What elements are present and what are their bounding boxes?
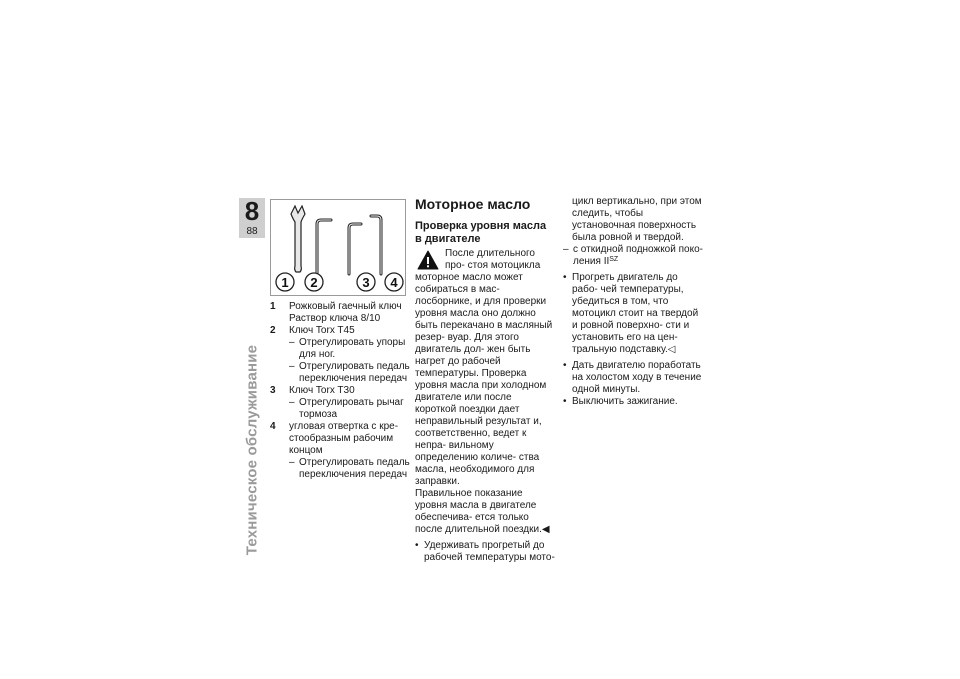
list-item-text: Прогреть двигатель до рабо- чей температуры, убедиться в том, что мотоцикл стоит на твердой и ровной поверхно- сти и установить его на цен- тральную подставку. <box>572 272 699 355</box>
figure-label-1 <box>276 273 294 291</box>
dash-marker: – <box>289 397 295 408</box>
list-subitem-text: с откидной подножкой поко- ления II <box>573 244 703 267</box>
legend-number: 3 <box>270 385 276 396</box>
list-subitem <box>563 244 703 268</box>
legend-line: угловая отвертка с кре- <box>289 421 399 432</box>
spanner-icon <box>291 206 305 272</box>
list-item-text: Дать двигателю поработать на холостом ходу в течение одной минуты. <box>572 360 702 395</box>
end-mark: ◀ <box>541 524 550 535</box>
paragraph-text: Правильное показание уровня масла в двигателе обеспечива- ется только после длительной поездки. <box>415 488 542 535</box>
torx-key-t30-icon <box>349 224 361 274</box>
figure-label-4 <box>385 273 403 291</box>
figure-label-3 <box>357 273 375 291</box>
warning-icon <box>417 250 439 270</box>
legend-item-4 <box>270 421 410 481</box>
end-mark: ◁ <box>667 344 676 355</box>
svg-text:1: 1 <box>281 275 289 290</box>
legend-line: Ключ Torx T30 <box>289 385 355 396</box>
legend-line: концом <box>289 445 323 456</box>
section-subtitle: Проверка уровня масла в двигателе <box>415 220 547 245</box>
chapter-side-title: Техническое обслуживание <box>243 344 261 556</box>
legend-line: Рожковый гаечный ключ <box>289 301 402 312</box>
legend-subitem: Отрегулировать педаль переключения передач <box>299 457 410 480</box>
legend-number: 2 <box>270 325 276 336</box>
list-item-continuation <box>563 196 703 244</box>
bullet-marker: • <box>563 396 567 407</box>
warning-block <box>415 248 555 488</box>
svg-text:3: 3 <box>362 275 370 290</box>
dash-marker: – <box>289 361 295 372</box>
legend-item-2 <box>270 325 410 385</box>
list-item <box>563 396 703 408</box>
list-item <box>415 540 555 564</box>
dash-marker: – <box>289 457 295 468</box>
bullet-marker: • <box>563 272 567 283</box>
list-item-text: Выключить зажигание. <box>572 396 678 407</box>
chapter-number: 8 <box>244 196 260 226</box>
legend-subitem: Отрегулировать упоры для ног. <box>299 337 406 360</box>
list-item-text: цикл вертикально, при этом следить, чтобы установочная поверхность была ровной и твердой. <box>572 196 702 243</box>
tools-legend <box>270 301 410 481</box>
legend-item-1 <box>270 301 410 325</box>
legend-line: Раствор ключа 8/10 <box>289 313 381 324</box>
svg-text:2: 2 <box>310 275 318 290</box>
article-column-2 <box>563 196 703 408</box>
dash-marker: – <box>563 244 569 255</box>
warning-text: После длительного про- стоя мотоцикла моторное масло может собираться в мас- лосборнике, и для проверки уровня масла оно должно быть перекачано в масляный резер- вуар. Для этого двигатель дол- жен быть нагрет до рабочей температуры. Проверка уровня масла при холодном двигателе или после короткой поездки дает неправильный результат и, соответственно, ведет к непра- вильному определению количе- ства масла, необходимого для заправки. <box>415 248 553 487</box>
model-superscript: SZ <box>609 256 619 263</box>
page-number: 88 <box>246 226 258 237</box>
tools-figure <box>270 199 406 296</box>
tools-illustration <box>271 200 405 295</box>
legend-subitem: Отрегулировать рычаг тормоза <box>299 397 404 420</box>
legend-item-3 <box>270 385 410 421</box>
list-item-text: Удерживать прогретый до рабочей температуры мото- <box>424 540 555 563</box>
legend-number: 1 <box>270 301 276 312</box>
bullet-marker: • <box>415 540 419 551</box>
legend-subitem: Отрегулировать педаль переключения передач <box>299 361 410 384</box>
bullet-marker: • <box>563 360 567 371</box>
dash-marker: – <box>289 337 295 348</box>
list-item <box>563 360 703 396</box>
legend-line: стообразным рабочим <box>289 433 394 444</box>
legend-number: 4 <box>270 421 276 432</box>
list-item <box>563 272 703 356</box>
figure-label-2 <box>305 273 323 291</box>
article-column-1 <box>415 196 555 564</box>
section-title: Моторное масло <box>415 196 531 212</box>
legend-line: Ключ Torx T45 <box>289 325 355 336</box>
torx-key-t45-icon <box>317 220 331 274</box>
svg-text:4: 4 <box>390 275 398 290</box>
angled-screwdriver-icon <box>371 216 381 274</box>
